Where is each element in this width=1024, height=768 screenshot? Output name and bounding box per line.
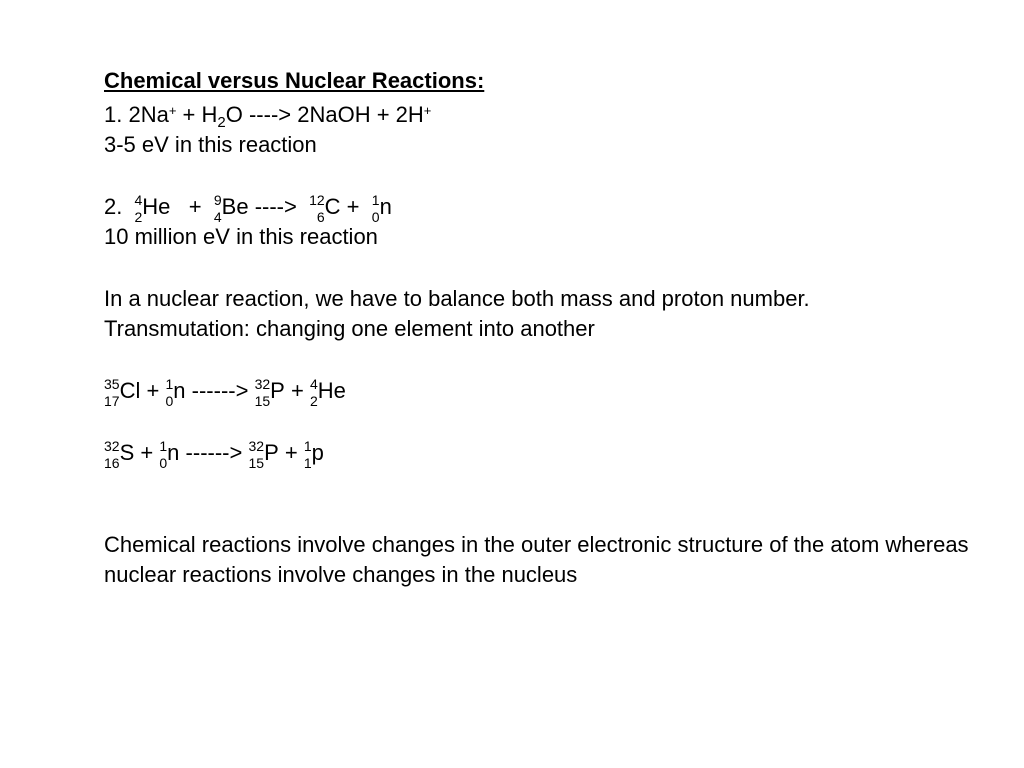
balance-note: In a nuclear reaction, we have to balance both mass and proton number. <box>104 286 810 311</box>
nuclide-neutron: 1 0 n <box>165 376 186 409</box>
plus-sign: + <box>146 378 160 403</box>
nuclear-reaction-equation-3 <box>104 438 984 471</box>
slide-content <box>104 66 984 590</box>
chemical-reaction-energy: 3-5 eV in this reaction <box>104 132 317 157</box>
plus-sign: + <box>140 440 154 465</box>
nuclide-phosphorus: 32 15 P <box>248 438 279 471</box>
slide-title: Chemical versus Nuclear Reactions: <box>104 68 485 93</box>
nuclear-reaction-equation-1 <box>104 192 984 225</box>
nuclide-chlorine: 35 17 Cl <box>104 376 141 409</box>
nuclide-phosphorus: 32 15 P <box>254 376 285 409</box>
na-charge: + <box>168 103 177 118</box>
plus-sign: + <box>290 378 304 403</box>
reaction-arrow: ------> <box>191 378 249 403</box>
reaction-arrow: ----> <box>254 194 297 219</box>
nuclear-reaction-energy: 10 million eV in this reaction <box>104 224 378 249</box>
nuclide-helium: 4 2 He <box>134 192 171 225</box>
reaction1-mid1: + H <box>176 102 218 127</box>
nuclear-reaction-equation-2 <box>104 376 984 409</box>
reaction1-prefix: 1. 2Na <box>104 102 169 127</box>
nuclide-beryllium: 9 4 Be <box>213 192 249 225</box>
conclusion-text: Chemical reactions involve changes in the outer electronic structure of the atom whereas nuclear reactions involve changes in the nucleus <box>104 532 969 587</box>
nuclide-carbon: 12 6 C <box>309 192 341 225</box>
nuclide-proton: 1 1 p <box>303 438 324 471</box>
reaction-arrow: ------> <box>185 440 243 465</box>
plus-sign: + <box>284 440 298 465</box>
reaction2-prefix: 2. <box>104 194 123 219</box>
nuclide-helium: 4 2 He <box>309 376 346 409</box>
transmutation-note: Transmutation: changing one element into another <box>104 316 595 341</box>
nuclide-sulfur: 32 16 S <box>104 438 135 471</box>
nuclide-neutron: 1 0 n <box>159 438 180 471</box>
nuclide-neutron: 1 0 n <box>371 192 392 225</box>
h-subscript: 2 <box>217 114 226 131</box>
plus-sign: + <box>346 194 360 219</box>
chemical-reaction-equation <box>104 100 984 130</box>
reaction1-mid2: O ----> 2NaOH + 2H <box>225 102 424 127</box>
h-charge: + <box>423 103 432 118</box>
plus-sign: + <box>188 194 202 219</box>
